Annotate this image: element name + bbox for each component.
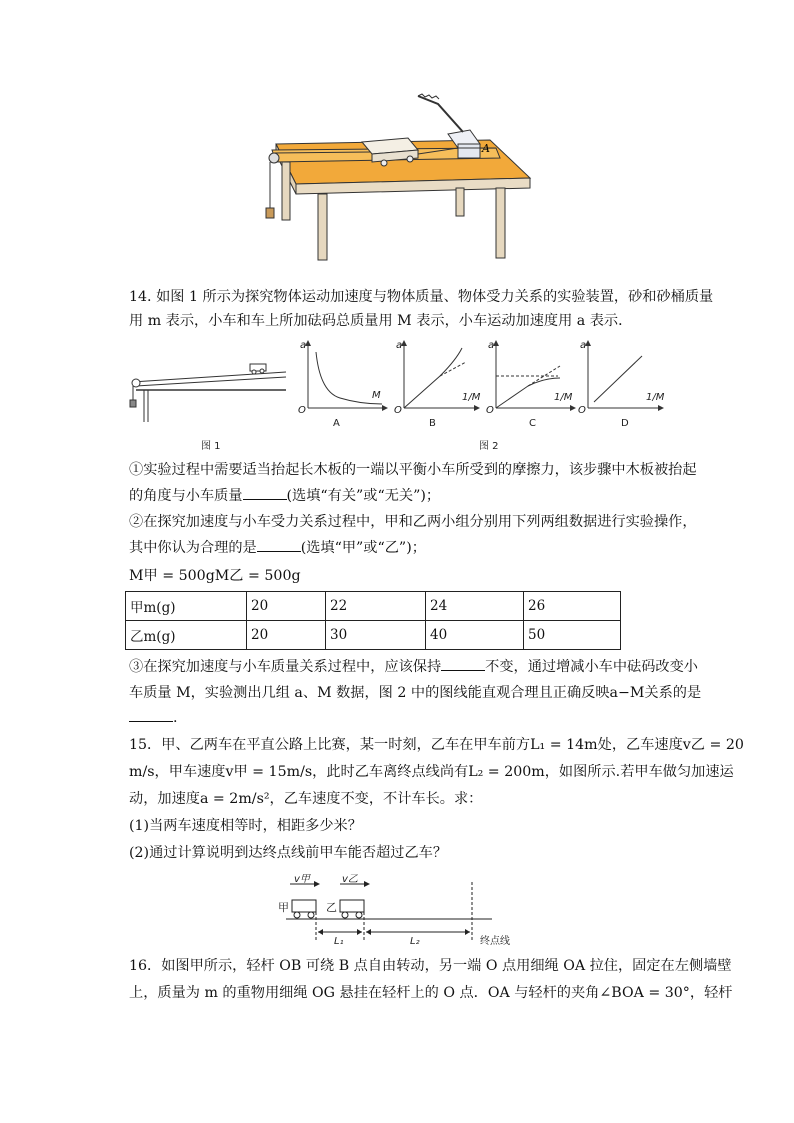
v-yi-label: v乙: [342, 874, 358, 885]
mass-line: M甲 = 500gM乙 = 500g: [129, 568, 301, 584]
q15-sub1: (1)当两车速度相等时，相距多少米？: [129, 818, 362, 834]
q14-part3-c: .: [129, 707, 178, 728]
q15-line3: 动，加速度a = 2m/s²，乙车速度不变，不计车长。求：: [129, 791, 483, 807]
q15-line1: 15．甲、乙两车在平直公路上比赛，某一时刻，乙车在甲车前方L₁ = 14m处，乙车速度v乙 = 20: [129, 737, 744, 753]
q14-line1: 14. 如图 1 所示为探究物体运动加速度与物体质量、物体受力关系的实验装置，砂和砂桶质量: [129, 289, 714, 305]
q14-part3-b: 车质量 M，实验测出几组 a、M 数据，图 2 中的图线能直观合理且正确反映a−M关系的是: [129, 685, 702, 701]
graph-B-origin: O: [394, 405, 402, 416]
figure-1-ramp: [128, 356, 290, 424]
graph-D-letter: D: [621, 418, 629, 429]
car-yi-label: 乙: [326, 901, 337, 914]
graph-A-letter: A: [333, 418, 340, 429]
label-A: A: [482, 142, 490, 155]
graph-B-ylabel: a: [396, 340, 403, 351]
q14-part1-a: ①实验过程中需要适当抬起长木板的一端以平衡小车所受到的摩擦力，该步骤中木板被抬起: [129, 462, 697, 478]
q14-part1-b: 的角度与小车质量 (选填“有关”或“无关”)；: [129, 485, 440, 506]
table-row: 乙m(g) 20 30 40 50: [126, 621, 621, 650]
fig2-caption: 图 2: [479, 441, 499, 452]
car-jia-label: 甲: [278, 901, 289, 914]
finish-line-label: 终点线: [480, 936, 510, 947]
q16-line1: 16．如图甲所示，轻杆 OB 可绕 B 点自由转动，另一端 O 点用细绳 OA 拉住，固定在左侧墙壁: [129, 958, 732, 974]
apparatus-figure: [258, 92, 538, 262]
q15-sub2: (2)通过计算说明到达终点线前甲车能否超过乙车？: [129, 845, 448, 861]
graph-A-origin: O: [298, 405, 306, 416]
graph-D-ylabel: a: [580, 340, 587, 351]
graph-B-xlabel: 1/M: [462, 392, 481, 403]
graph-A-xlabel: M: [372, 390, 381, 401]
graph-D-xlabel: 1/M: [646, 392, 665, 403]
q14-part2-b: 其中你认为合理的是 (选填“甲”或“乙”)；: [129, 537, 426, 558]
graph-D-origin: O: [578, 405, 586, 416]
graph-B-letter: B: [429, 418, 436, 429]
table-row: 甲m(g) 20 22 24 26: [126, 592, 621, 621]
fig1-caption: 图 1: [201, 441, 221, 452]
graph-C-xlabel: 1/M: [554, 392, 573, 403]
graph-A-ylabel: a: [300, 340, 307, 351]
L1-label: L₁: [334, 936, 344, 947]
q15-line2: m/s，甲车速度v甲 = 15m/s，此时乙车离终点线尚有L₂ = 200m，如图所示.若甲车做匀加速运: [129, 764, 734, 780]
q14-part2-a: ②在探究加速度与小车受力关系过程中，甲和乙两小组分别用下列两组数据进行实验操作，: [129, 514, 697, 530]
figure-2-graphs: [290, 336, 670, 436]
q14-part3-a: ③在探究加速度与小车质量关系过程中，应该保持 不变，通过增减小车中砝码改变小: [129, 656, 698, 677]
v-jia-label: v甲: [294, 874, 310, 885]
graph-C-ylabel: a: [488, 340, 495, 351]
data-table: [125, 591, 621, 650]
q14-line2: 用 m 表示，小车和车上所加砝码总质量用 M 表示，小车运动加速度用 a 表示．: [129, 313, 633, 329]
q16-line2: 上，质量为 m 的重物用细绳 OG 悬挂在轻杆上的 O 点．OA 与轻杆的夹角∠BOA = 30°，轻杆: [129, 985, 733, 1001]
L2-label: L₂: [410, 936, 420, 947]
graph-C-letter: C: [529, 418, 536, 429]
graph-C-origin: O: [486, 405, 494, 416]
